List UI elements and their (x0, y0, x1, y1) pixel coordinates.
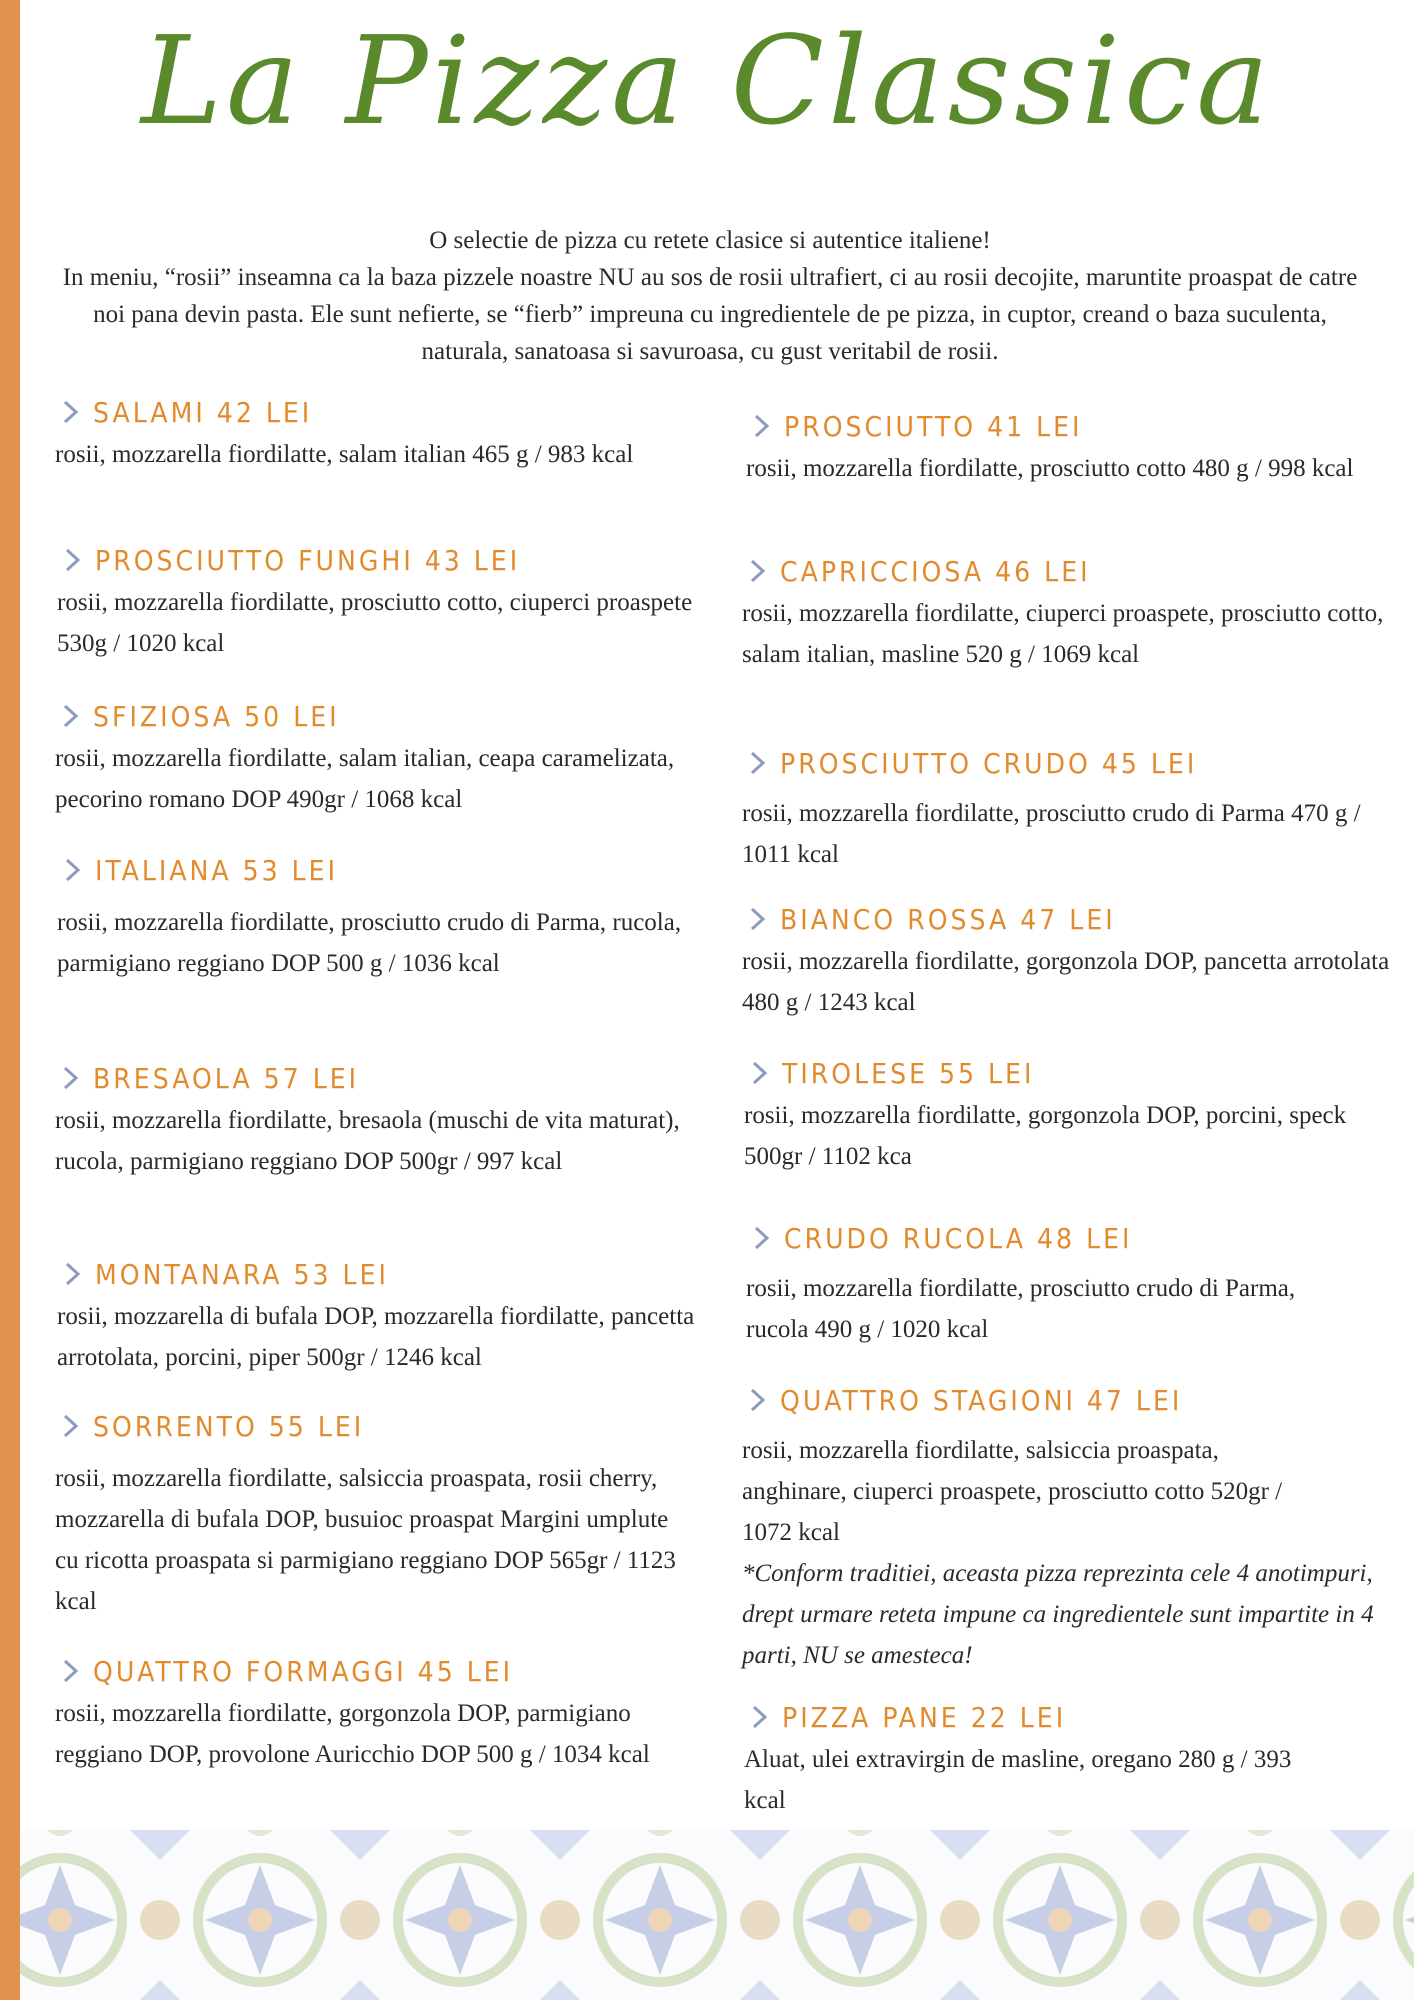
item-description: rosii, mozzarella di bufala DOP, mozzarella fiordilatte, pancetta arrotolata, porcini, piper 500gr / 1246 kcal (57, 1303, 695, 1371)
menu-item-italiana (57, 850, 697, 984)
item-description: rosii, mozzarella fiordilatte, salam italian, ceapa caramelizata, pecorino romano DOP 490gr / 1068 kcal (55, 745, 675, 813)
item-description: rosii, mozzarella fiordilatte, ciuperci proaspete, prosciutto cotto, salam italian, masline 520 g / 1069 kcal (742, 600, 1384, 668)
chevron-right-icon (55, 701, 85, 731)
item-description: rosii, mozzarella fiordilatte, prosciutto cotto 480 g / 998 kcal (746, 455, 1354, 482)
item-name: QUATTRO STAGIONI 47 LEI (780, 1383, 1183, 1417)
item-name: BIANCO ROSSA 47 LEI (780, 902, 1116, 936)
menu-item-quattro-formaggi (55, 1651, 695, 1775)
item-note: *Conform traditiei, aceasta pizza reprezinta cele 4 anotimpuri, drept urmare reteta impune ca ingredientele sunt impartite in 4 parti, NU se amesteca! (742, 1560, 1374, 1669)
menu-item-tirolese (744, 1053, 1394, 1177)
item-name: QUATTRO FORMAGGI 45 LEI (93, 1654, 514, 1688)
item-description: rosii, mozzarella fiordilatte, salsiccia proaspata, anghinare, ciuperci proaspete, prosciutto cotto 520gr / 1072 kcal (742, 1437, 1283, 1546)
menu-item-bianco-rossa (742, 899, 1392, 1023)
item-description: rosii, mozzarella fiordilatte, salam italian 465 g / 983 kcal (55, 441, 634, 468)
decorative-tile-border (20, 1830, 1414, 2000)
side-accent-bar (0, 0, 20, 2000)
chevron-right-icon (57, 1259, 87, 1289)
item-description: rosii, mozzarella fiordilatte, prosciutto crudo di Parma 470 g / 1011 kcal (742, 800, 1361, 868)
chevron-right-icon (55, 397, 85, 427)
menu-item-sorrento (55, 1406, 695, 1622)
item-description: rosii, mozzarella fiordilatte, salsiccia proaspata, rosii cherry, mozzarella di bufala DOP, busuioc proaspat Margini umplute cu ricotta proaspata si parmigiano reggiano DOP 565gr / 1123 kcal (55, 1465, 676, 1615)
item-name: MONTANARA 53 LEI (95, 1257, 389, 1291)
menu-item-pizza-pane (744, 1697, 1394, 1821)
chevron-right-icon (55, 1656, 85, 1686)
chevron-right-icon (57, 855, 87, 885)
chevron-right-icon (55, 1063, 85, 1093)
menu-item-montanara (57, 1254, 697, 1378)
item-name: PROSCIUTTO FUNGHI 43 LEI (95, 543, 521, 577)
chevron-right-icon (744, 1702, 774, 1732)
menu-item-prosciutto-funghi (57, 540, 697, 664)
item-description: rosii, mozzarella fiordilatte, gorgonzola DOP, parmigiano reggiano DOP, provolone Auricchio DOP 500 g / 1034 kcal (55, 1700, 650, 1768)
chevron-right-icon (744, 1058, 774, 1088)
item-description: rosii, mozzarella fiordilatte, gorgonzola DOP, porcini, speck 500gr / 1102 kca (744, 1102, 1347, 1170)
chevron-right-icon (742, 556, 772, 586)
item-name: CAPRICCIOSA 46 LEI (780, 554, 1091, 588)
menu-item-quattro-stagioni (742, 1380, 1402, 1676)
item-name: PROSCIUTTO CRUDO 45 LEI (780, 746, 1198, 780)
item-name: PIZZA PANE 22 LEI (782, 1700, 1067, 1734)
item-name: ITALIANA 53 LEI (95, 853, 339, 887)
chevron-right-icon (55, 1411, 85, 1441)
menu-item-crudo-rucola (746, 1218, 1396, 1350)
item-name: SORRENTO 55 LEI (93, 1409, 365, 1443)
chevron-right-icon (746, 411, 776, 441)
item-name: CRUDO RUCOLA 48 LEI (784, 1221, 1133, 1255)
item-description: rosii, mozzarella fiordilatte, prosciutto crudo di Parma, rucola 490 g / 1020 kcal (746, 1275, 1296, 1343)
item-name: PROSCIUTTO 41 LEI (784, 409, 1083, 443)
item-description: rosii, mozzarella fiordilatte, bresaola (muschi de vita maturat), rucola, parmigiano reggiano DOP 500gr / 997 kcal (55, 1107, 680, 1175)
menu-item-sfiziosa (55, 696, 695, 820)
menu-title: La Pizza Classica (140, 10, 1274, 152)
intro-text: In meniu, “rosii” inseamna ca la baza pizzele noastre NU au sos de rosii ultrafiert, ci au rosii decojite, maruntite proaspat de catre noi pana devin pasta. Ele sunt nefierte, se “fierb” impreuna cu ingredientele de pe pizza, in cuptor, creand o baza suculenta, naturala, sanatoasa si savuroasa, cu gust veritabil de rosii. (62, 264, 1358, 365)
item-name: BRESAOLA 57 LEI (93, 1061, 360, 1095)
chevron-right-icon (746, 1223, 776, 1253)
item-description: rosii, mozzarella fiordilatte, prosciutto cotto, ciuperci proaspete 530g / 1020 kcal (57, 589, 693, 657)
menu-item-prosciutto-crudo (742, 743, 1392, 875)
item-name: SALAMI 42 LEI (93, 395, 313, 429)
item-name: SFIZIOSA 50 LEI (93, 699, 340, 733)
chevron-right-icon (742, 1385, 772, 1415)
menu-item-prosciutto (746, 406, 1396, 489)
menu-intro (50, 222, 1370, 370)
intro-line-1: O selectie de pizza cu retete clasice si autentice italiene! (429, 227, 991, 254)
menu-item-salami (55, 392, 695, 475)
item-description: rosii, mozzarella fiordilatte, gorgonzola DOP, pancetta arrotolata 480 g / 1243 kcal (742, 948, 1390, 1016)
item-description: rosii, mozzarella fiordilatte, prosciutto crudo di Parma, rucola, parmigiano reggiano DOP 500 g / 1036 kcal (57, 909, 682, 977)
chevron-right-icon (57, 545, 87, 575)
item-description: Aluat, ulei extravirgin de masline, oregano 280 g / 393 kcal (744, 1746, 1292, 1814)
chevron-right-icon (742, 748, 772, 778)
chevron-right-icon (742, 904, 772, 934)
menu-item-bresaola (55, 1058, 695, 1182)
menu-item-capricciosa (742, 551, 1392, 675)
item-name: TIROLESE 55 LEI (782, 1056, 1035, 1090)
